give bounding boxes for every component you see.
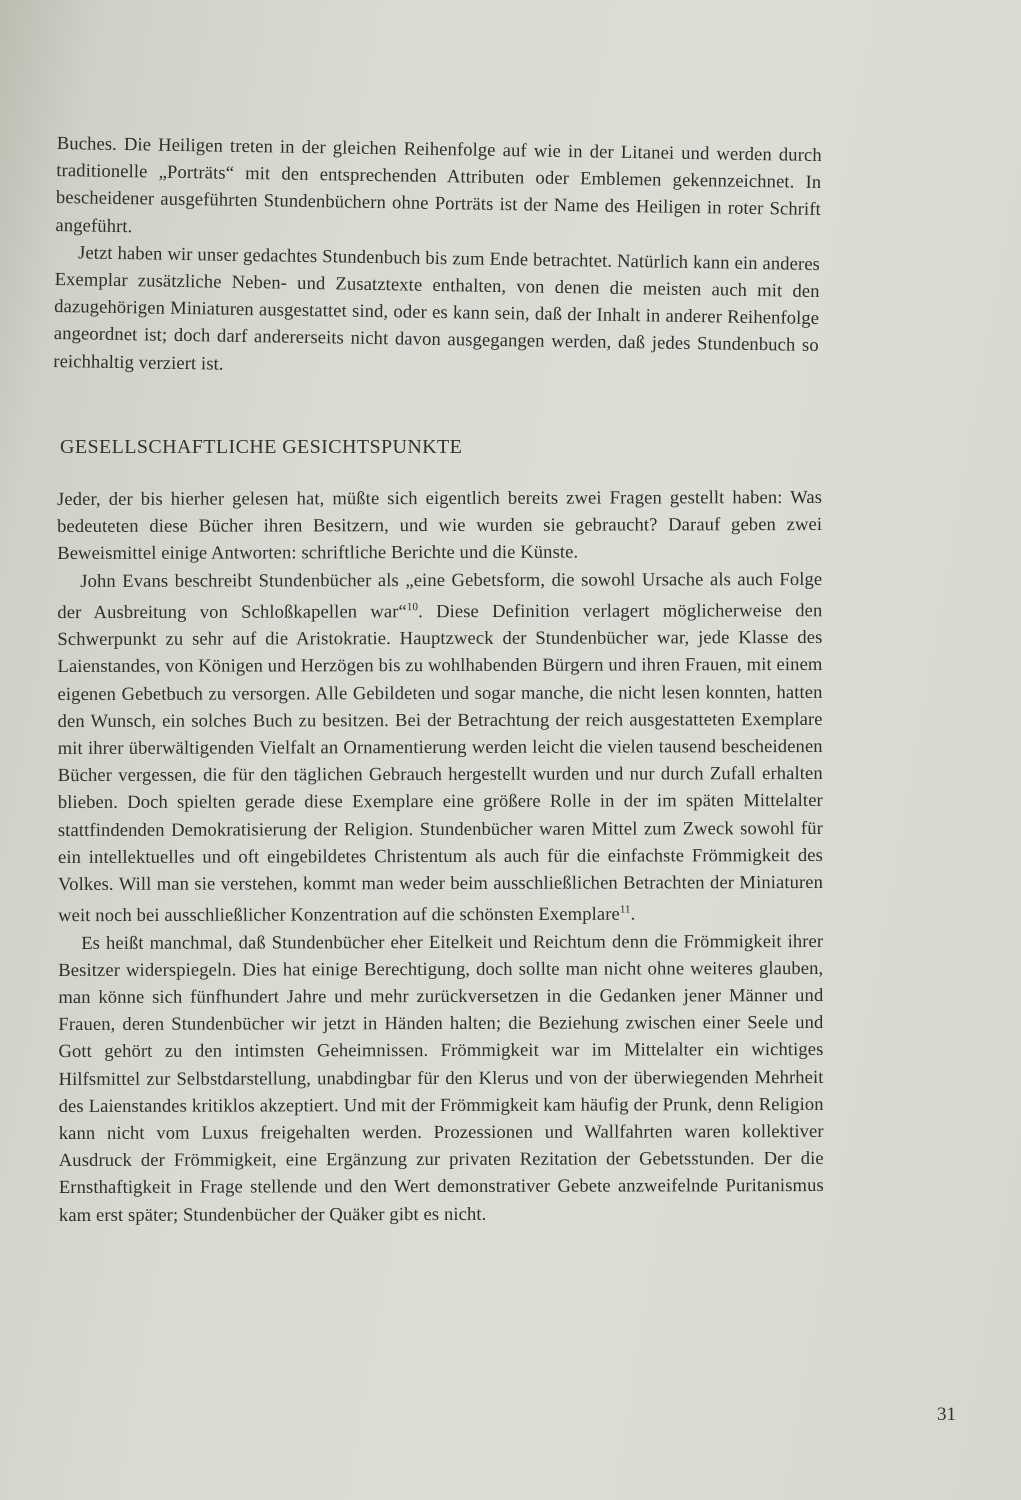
paragraph: [57, 566, 823, 930]
intro-text-block: [53, 130, 822, 387]
page-number: 31: [937, 1404, 956, 1425]
paragraph: Jeder, der bis hierher gelesen hat, müßte sich eigentlich bereits zwei Fragen gestellt haben: Was bedeuteten diese Bücher ihren Besitzern, und wie wurden sie gebraucht? Darauf geben zwei Beweismittel einige Antworten: schriftliche Berichte und die Künste.: [57, 486, 823, 565]
section-heading: GESELLSCHAFTLICHE GESICHTSPUNKTE: [60, 436, 463, 458]
section-text-block: [57, 484, 824, 1229]
paragraph-text: John Evans beschreibt Stundenbücher als „eine Gebetsform, die sowohl Ursache als auch Folge der Ausbreitung von Schloßkapellen war“: [57, 568, 823, 623]
footnote-marker: 11: [619, 903, 631, 916]
paragraph: Jetzt haben wir unser gedachtes Stundenbuch bis zum Ende betrachtet. Natürlich kann ein anderes Exemplar zusätzliche Neben- und Zusatztexte enthalten, von denen die meisten auch mit den dazugehörigen Miniaturen ausgestattet sind, oder es kann sein, daß der Inhalt in anderer Reihenfolge angeordnet ist; doch darf andererseits nicht davon ausgegangen werden, daß jedes Stundenbuch so reichhaltig verziert ist.: [53, 242, 821, 375]
paragraph-text: .: [630, 903, 636, 925]
paragraph-text: . Diese Definition verlagert möglicherweise den Schwerpunkt zu sehr auf die Aristokratie. Hauptzweck der Stundenbücher war, jede Klasse des Laienstandes, von Königen und Herzögen bis zu wohlhabenden Bürgern und ihren Frauen, mit einem eigenen Gebetbuch zu versorgen. Alle Gebildeten und sogar manche, die nicht lesen konnten, hatten den Wunsch, ein solches Buch zu besitzen. Bei der Betrachtung der reich ausgestatteten Exemplare mit ihrer überwältigenden Vielfalt an Ornamentierung werden leicht die vielen tausend bescheidenen Bücher vergessen, die für den täglichen Gebrauch hergestellt wurden und nur durch Zufall erhalten blieben. Doch spielten gerade diese Exemplare eine größere Rolle in der im späten Mittelalter stattfindenden Demokratisierung der Religion. Stundenbücher waren Mittel zum Zweck sowohl für ein intellektuelles und oft eingebildetes Christentum als auch für die einfachste Frömmigkeit des Volkes. Will man sie verstehen, kommt man weder beim ausschließlichen Betrachten der Miniaturen weit noch bei ausschließlicher Konzentration auf die schönsten Exemplare: [57, 599, 824, 927]
paragraph: Buches. Die Heiligen treten in der gleichen Reihenfolge auf wie in der Litanei und werden durch traditionelle „Porträts“ mit den entsprechenden Attributen oder Emblemen gekennzeichnet. In bescheidener ausgeführten Stundenbüchern ohne Porträts ist der Name des Heiligen in roter Schrift angeführt.: [55, 132, 822, 237]
paragraph: Es heißt manchmal, daß Stundenbücher eher Eitelkeit und Reichtum denn die Frömmigkeit ihrer Besitzer widerspiegeln. Dies hat einige Berechtigung, doch sollte man nicht ohne weiteres glauben, man könne sich fünfhundert Jahre und mehr zurückversetzen in die Gedanken jener Männer und Frauen, deren Stundenbücher wir jetzt in Händen halten; die Beziehung zwischen einer Seele und Gott gehört zu den intimsten Geheimnissen. Frömmigkeit war im Mittelalter ein wichtiges Hilfsmittel zur Selbstdarstellung, unabdingbar für den Klerus und von der überwiegenden Mehrheit des Laienstandes kritiklos akzeptiert. Und mit der Frömmigkeit kam häufig der Prunk, denn Religion kann nicht vom Luxus freigehalten werden. Prozessionen und Wallfahrten waren kollektiver Ausdruck der Frömmigkeit, eine Ergänzung zur privaten Rezitation der Gebetsstunden. Der die Ernsthaftigkeit in Frage stellende und den Wert demonstrativer Gebete anzweifelnde Puritanismus kam erst später; Stundenbücher der Quäker gibt es nicht.: [58, 930, 824, 1226]
footnote-marker: 10: [406, 600, 419, 613]
